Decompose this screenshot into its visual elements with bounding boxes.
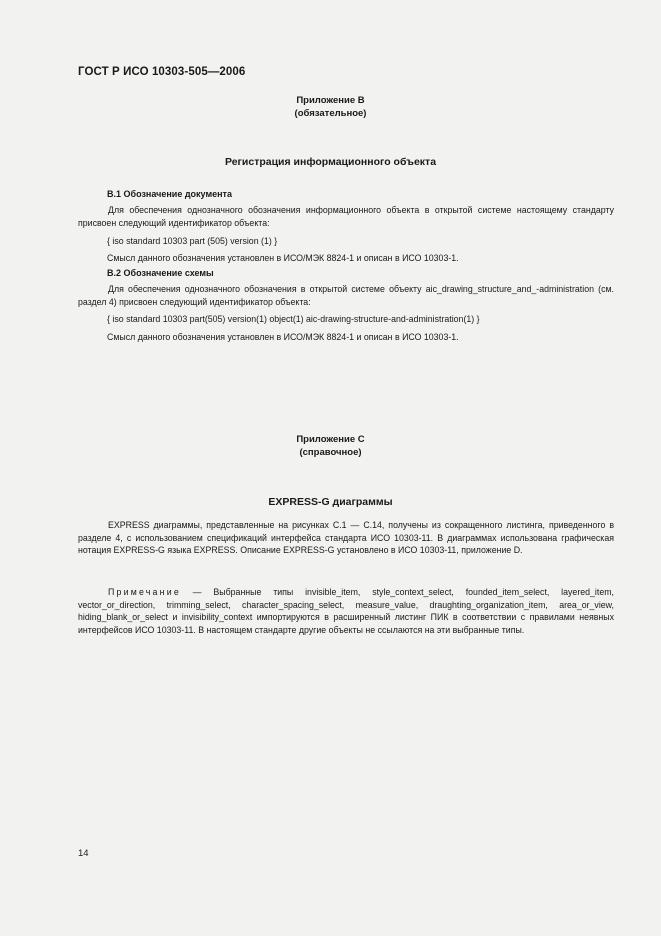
- section-b1-text: Для обеспечения однозначного обозначения информационного объекта в открытой системе настоящему стандарту присвоен следующий идентификатор объекта:: [78, 205, 614, 228]
- annex-c-title: EXPRESS-G диаграммы: [268, 496, 393, 508]
- annex-c-label: Приложение C: [296, 434, 365, 445]
- document-header: ГОСТ Р ИСО 10303-505—2006: [78, 66, 246, 78]
- annex-c-status: (справочное): [299, 447, 362, 458]
- section-b1-identifier: { iso standard 10303 part (505) version (1) }: [107, 236, 278, 246]
- section-b1-heading: B.1 Обозначение документа: [107, 189, 232, 199]
- annex-c-heading: [0, 433, 661, 459]
- annex-c-paragraph: EXPRESS диаграммы, представленные на рисунках C.1 — C.14, получены из сокращенного листинга, приведенного в разделе 4, с использованием спецификаций интерфейса стандарта ИСО 10303-11. В диаграммах использована графическая нотация EXPRESS-G языка EXPRESS. Описание EXPRESS-G установлено в ИСО 10303-11, приложение D.: [78, 520, 614, 556]
- annex-c-note: [78, 586, 614, 636]
- note-label: Примечание: [108, 587, 181, 597]
- note-text: — Выбранные типы invisible_item, style_context_select, founded_item_select, layered_item, vector_or_direction, trimming_select, character_spacing_select, measure_value, draughting_organization_item, area_or_view, hiding_blank_or_select и invisibility_context импортируются в расширенный листинг ПИК в соответствии с правилами неявных интерфейсов ИСО 10303-11. В настоящем стандарте другие объекты не ссылаются на эти выбранные типы.: [78, 587, 614, 635]
- annex-b-heading: [0, 94, 661, 120]
- annex-b-status: (обязательное): [294, 108, 367, 119]
- annex-b-title: Регистрация информационного объекта: [224, 156, 437, 168]
- section-b2-meaning: Смысл данного обозначения установлен в ИСО/МЭК 8824-1 и описан в ИСО 10303-1.: [107, 332, 459, 342]
- section-b2-text: Для обеспечения однозначного обозначения в открытой системе объекту aic_drawing_structure_and_-administration (см. раздел 4) присвоен следующий идентификатор объекта:: [78, 284, 614, 307]
- section-b1-meaning: Смысл данного обозначения установлен в ИСО/МЭК 8824-1 и описан в ИСО 10303-1.: [107, 253, 459, 263]
- section-b2-heading: B.2 Обозначение схемы: [107, 268, 214, 278]
- annex-b-label: Приложение B: [296, 95, 365, 106]
- section-b2-identifier: { iso standard 10303 part(505) version(1) object(1) aic-drawing-structure-and-administration(1) }: [107, 314, 480, 324]
- page-number: 14: [78, 848, 89, 859]
